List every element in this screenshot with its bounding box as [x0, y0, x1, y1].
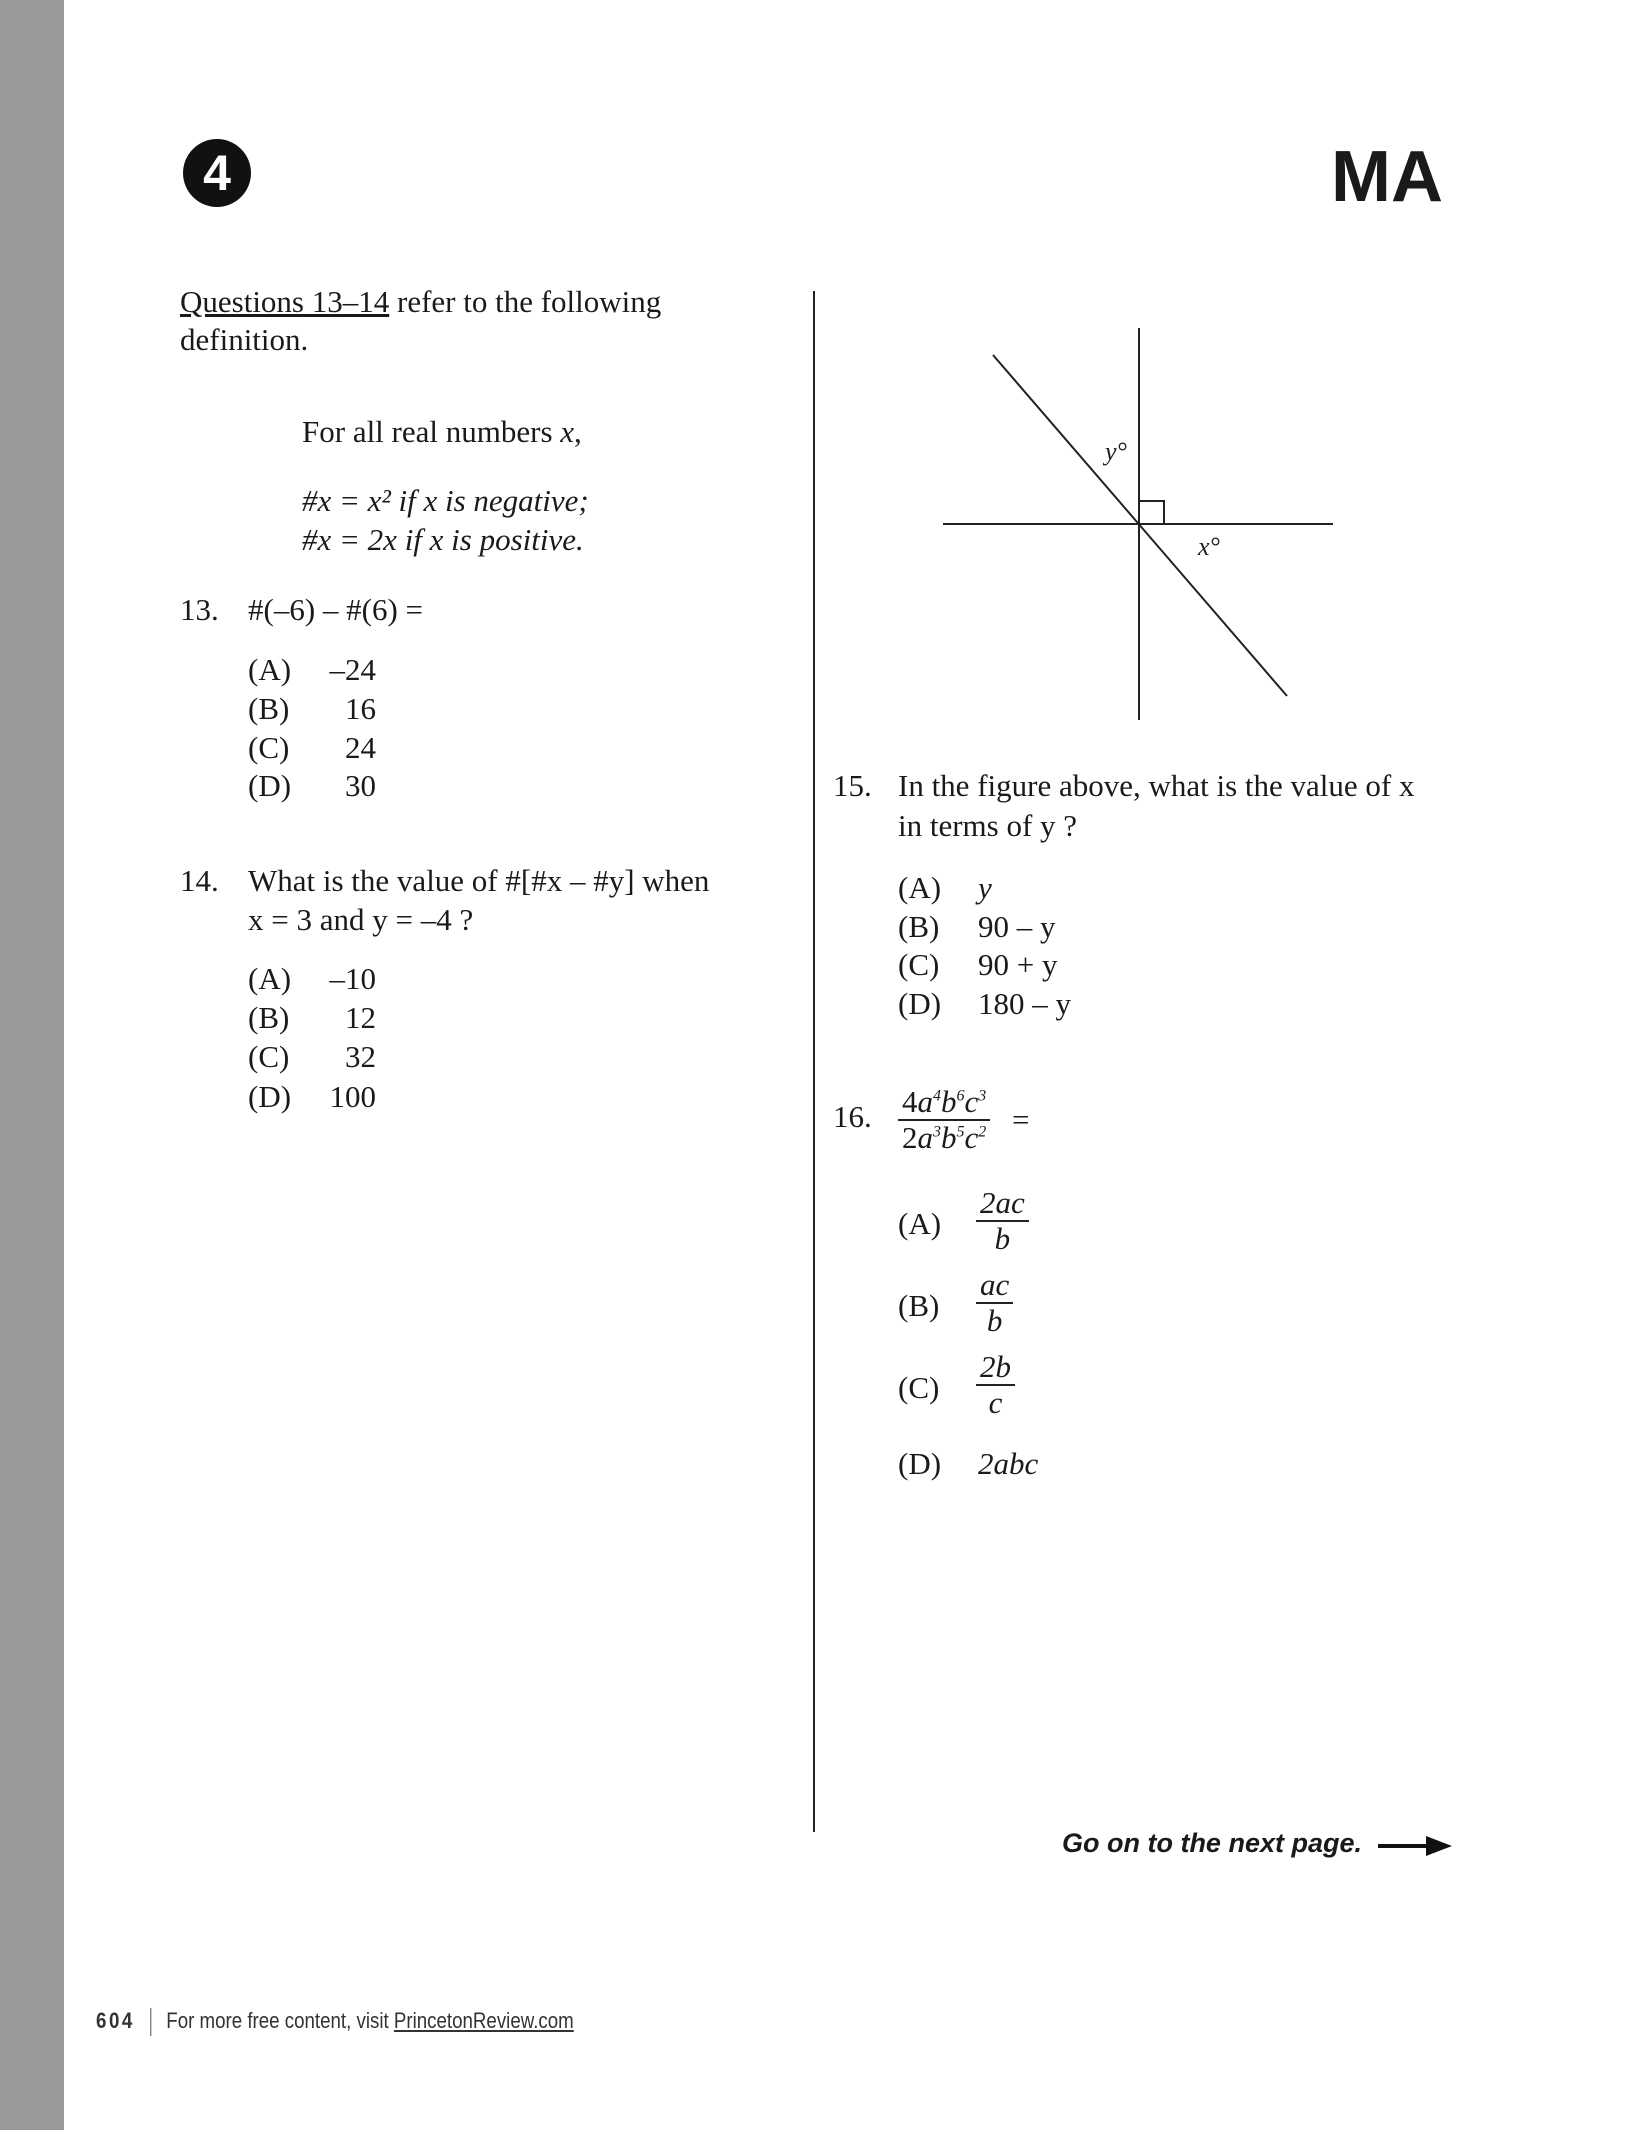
choice-value: 12 [345, 1000, 376, 1035]
q14-stem-1: What is the value of #[#x – #y] when [248, 863, 710, 898]
section-number-badge: 4 [183, 139, 251, 207]
choice-label[interactable]: (C) [898, 947, 940, 982]
denominator: $2a^3b^5c^2$ [902, 1120, 987, 1156]
go-on-text: Go on to the next page. [1061, 1828, 1362, 1858]
choice-value: 90 – y [978, 909, 1056, 944]
numerator: ac [976, 1268, 1013, 1304]
choice-label[interactable]: (B) [248, 1000, 290, 1035]
denominator: b [994, 1221, 1011, 1257]
definition-line-3: #x = 2x if x is positive. [302, 522, 584, 557]
intro-text-2: definition. [180, 322, 309, 357]
right-angle-mark [1139, 501, 1164, 524]
arrow-right-icon [1378, 1834, 1452, 1858]
y-angle-label: y° [1105, 437, 1127, 466]
column-divider [813, 291, 815, 1832]
choice-value: 24 [345, 730, 376, 765]
definition-line-2: #x = x² if x is negative; [302, 483, 589, 518]
choice-value: 180 – y [978, 986, 1071, 1021]
choice-label[interactable]: (A) [248, 961, 292, 996]
footer-link[interactable]: PrincetonReview.com [393, 2008, 574, 2033]
choice-value [976, 1268, 1013, 1338]
q16-number: 16. [833, 1099, 872, 1134]
choice-value: y [978, 870, 992, 905]
choice-label[interactable]: (B) [898, 909, 940, 944]
choice-label[interactable]: (B) [248, 691, 290, 726]
denominator: b [986, 1303, 1003, 1339]
choice-label[interactable]: (A) [898, 1206, 942, 1241]
choice-value: –24 [329, 652, 376, 687]
numerator: 2ac [976, 1186, 1029, 1222]
choice-label[interactable]: (A) [248, 652, 292, 687]
choice-label[interactable]: (C) [248, 1039, 290, 1074]
q15-number: 15. [833, 768, 872, 803]
def-comma: , [574, 414, 582, 449]
denominator: c [988, 1385, 1003, 1421]
q13-number: 13. [180, 592, 219, 627]
q13-stem: #(–6) – #(6) = [248, 592, 424, 627]
choice-label[interactable]: (D) [248, 1079, 292, 1114]
choice-label[interactable]: (C) [248, 730, 290, 765]
q15-stem-2: in terms of y ? [898, 808, 1078, 843]
page-number: 604 [96, 2008, 135, 2033]
choice-value [976, 1350, 1015, 1420]
numerator: $4a^4b^6c^3$ [898, 1085, 990, 1121]
page-edge-band [0, 0, 64, 2130]
question-range: Questions 13–14 [180, 284, 390, 319]
footer-separator [150, 2008, 151, 2036]
q16-fraction [898, 1085, 990, 1155]
choice-value [976, 1186, 1029, 1256]
q14-stem-2: x = 3 and y = –4 ? [248, 902, 474, 937]
angle-figure [900, 300, 1360, 720]
q14-number: 14. [180, 863, 219, 898]
choice-value: 16 [345, 691, 376, 726]
choice-label[interactable]: (A) [898, 870, 942, 905]
choice-value: 2abc [978, 1446, 1039, 1481]
choice-label[interactable]: (D) [898, 986, 942, 1021]
choice-label[interactable]: (D) [248, 768, 292, 803]
def-text: For all real numbers [302, 414, 561, 449]
intro-text-1: refer to the following [389, 284, 662, 319]
q16-expression [898, 1085, 1030, 1155]
q15-stem-1: In the figure above, what is the value of x [898, 768, 1415, 803]
equals-sign: = [1012, 1102, 1030, 1138]
choice-value: –10 [329, 961, 376, 996]
page-footer [96, 2008, 574, 2036]
numerator: 2b [976, 1350, 1015, 1386]
def-var: x [560, 414, 575, 449]
choice-label[interactable]: (C) [898, 1370, 940, 1405]
intro-text [180, 284, 661, 320]
choice-value: 32 [345, 1039, 376, 1074]
choice-label[interactable]: (D) [898, 1446, 942, 1481]
subject-label: MA [1331, 137, 1443, 217]
choice-value: 90 + y [978, 947, 1058, 982]
x-angle-label: x° [1198, 532, 1220, 561]
choice-value: 100 [329, 1079, 376, 1114]
footer-text: For more free content, visit [166, 2008, 394, 2033]
definition-line-1 [302, 414, 582, 450]
choice-value: 30 [345, 768, 376, 803]
choice-label[interactable]: (B) [898, 1288, 940, 1323]
